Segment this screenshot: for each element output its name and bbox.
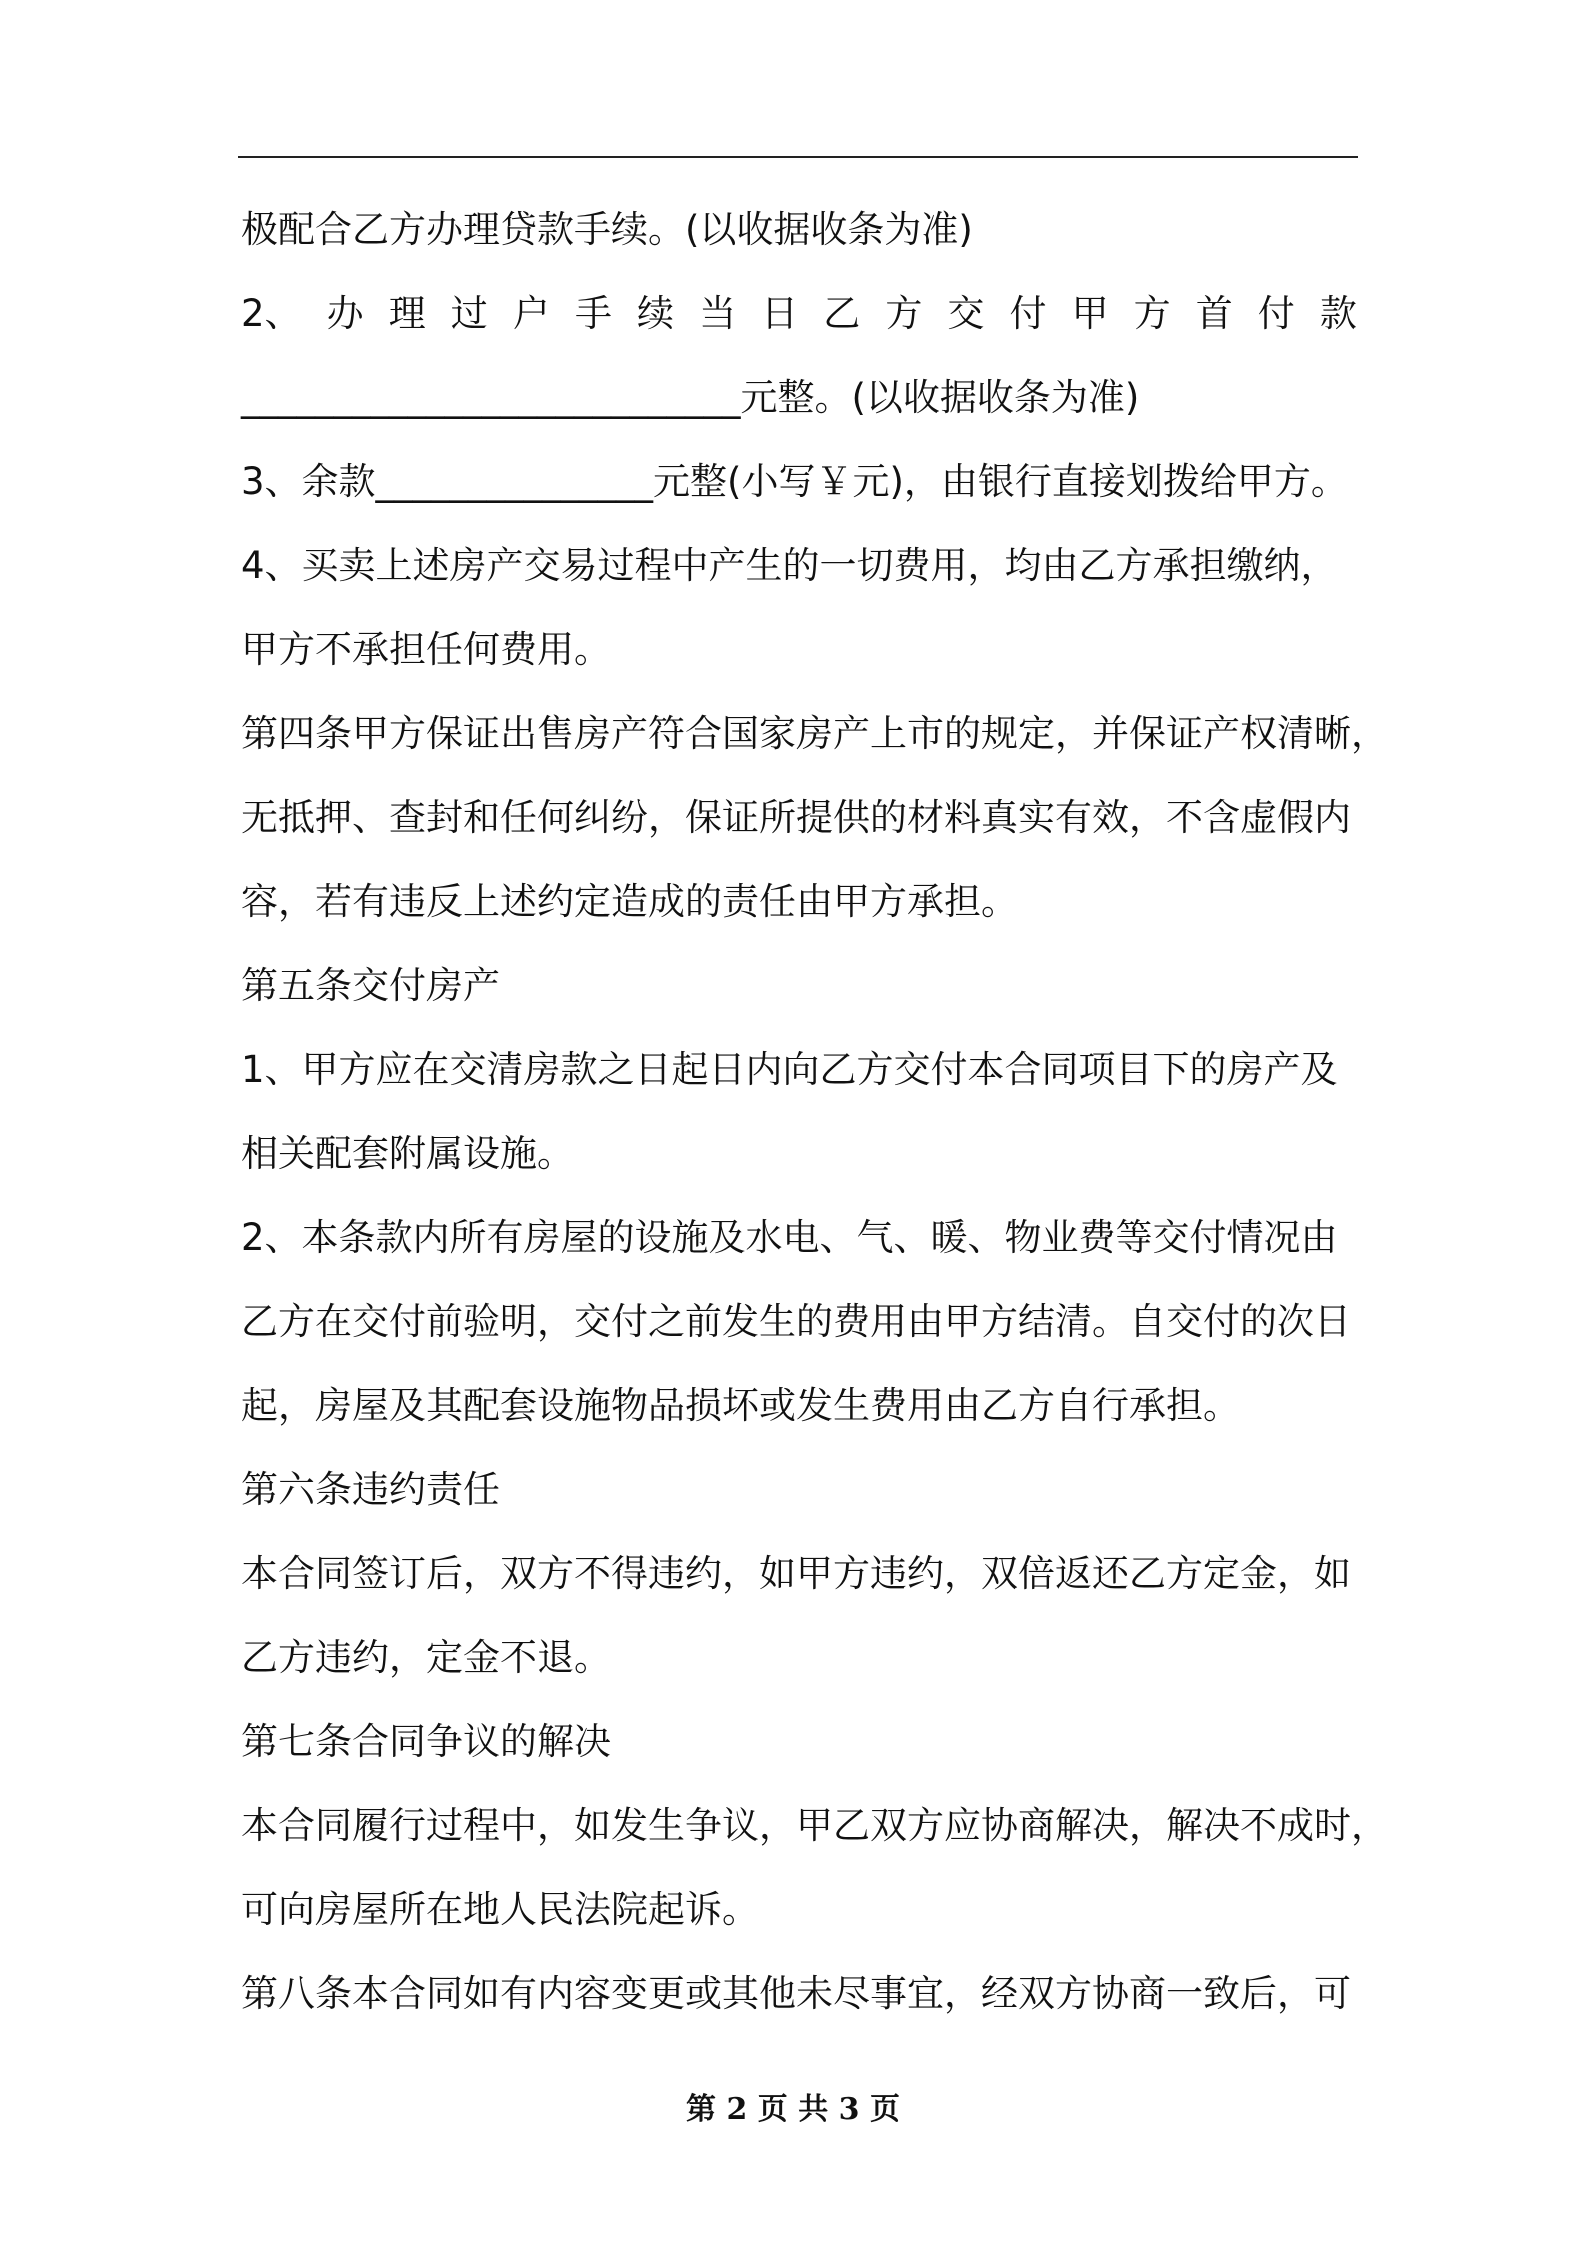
text-line: 乙方在交付前验明，交付之前发生的费用由甲方结清。自交付的次日 [241,1300,1351,1343]
justified-char: 首 [1195,292,1233,335]
text-line-justified [241,290,1357,338]
text-line: 第八条本合同如有内容变更或其他未尽事宜，经双方协商一致后，可 [241,1972,1351,2015]
justified-char: 过 [450,292,488,335]
justified-char: 甲 [1071,292,1109,335]
justified-char: 理 [388,292,426,335]
justified-char: 交 [947,292,985,335]
section-heading: 第六条违约责任 [241,1468,500,1511]
justified-char: 方 [1133,292,1171,335]
justified-char: 乙 [823,292,861,335]
text-line: 本合同履行过程中，如发生争议，甲乙双方应协商解决，解决不成时， [241,1804,1388,1847]
text-line: ___________________________元整。(以收据收条为准) [241,376,1140,419]
justified-char: 续 [637,292,675,335]
justified-char: 付 [1009,292,1047,335]
section-heading: 第五条交付房产 [241,964,500,1007]
text-line: 可向房屋所在地人民法院起诉。 [241,1888,759,1931]
justified-char: 办 [326,292,364,335]
text-line: 本合同签订后，双方不得违约，如甲方违约，双倍返还乙方定金，如 [241,1552,1351,1595]
text-line: 极配合乙方办理贷款手续。(以收据收条为准) [241,208,973,251]
text-line: 起，房屋及其配套设施物品损坏或发生费用由乙方自行承担。 [241,1384,1240,1427]
justified-char: 日 [761,292,799,335]
justified-char: 款 [1319,292,1357,335]
text-line: 容，若有违反上述约定造成的责任由甲方承担。 [241,880,1018,923]
section-heading: 第七条合同争议的解决 [241,1720,611,1763]
justified-char: 2、 [241,292,302,335]
justified-char: 当 [699,292,737,335]
text-line: 4、买卖上述房产交易过程中产生的一切费用，均由乙方承担缴纳， [241,544,1338,587]
justified-char: 手 [574,292,612,335]
justified-char: 方 [885,292,923,335]
text-line: 无抵押、查封和任何纠纷，保证所提供的材料真实有效，不含虚假内 [241,796,1351,839]
page-number: 第 2 页 共 3 页 [686,2092,900,2127]
text-line: 2、本条款内所有房屋的设施及水电、气、暖、物业费等交付情况由 [241,1216,1338,1259]
text-line: 1、甲方应在交清房款之日起日内向乙方交付本合同项目下的房产及 [241,1048,1338,1091]
justified-char: 户 [512,292,550,335]
text-line: 3、余款_______________元整(小写￥元)，由银行直接划拨给甲方。 [241,460,1348,503]
text-line: 相关配套附属设施。 [241,1132,574,1175]
justified-char: 付 [1257,292,1295,335]
text-line: 乙方违约，定金不退。 [241,1636,611,1679]
text-line: 甲方不承担任何费用。 [241,628,611,671]
header-rule [238,156,1358,158]
text-line: 第四条甲方保证出售房产符合国家房产上市的规定，并保证产权清晰， [241,712,1388,755]
